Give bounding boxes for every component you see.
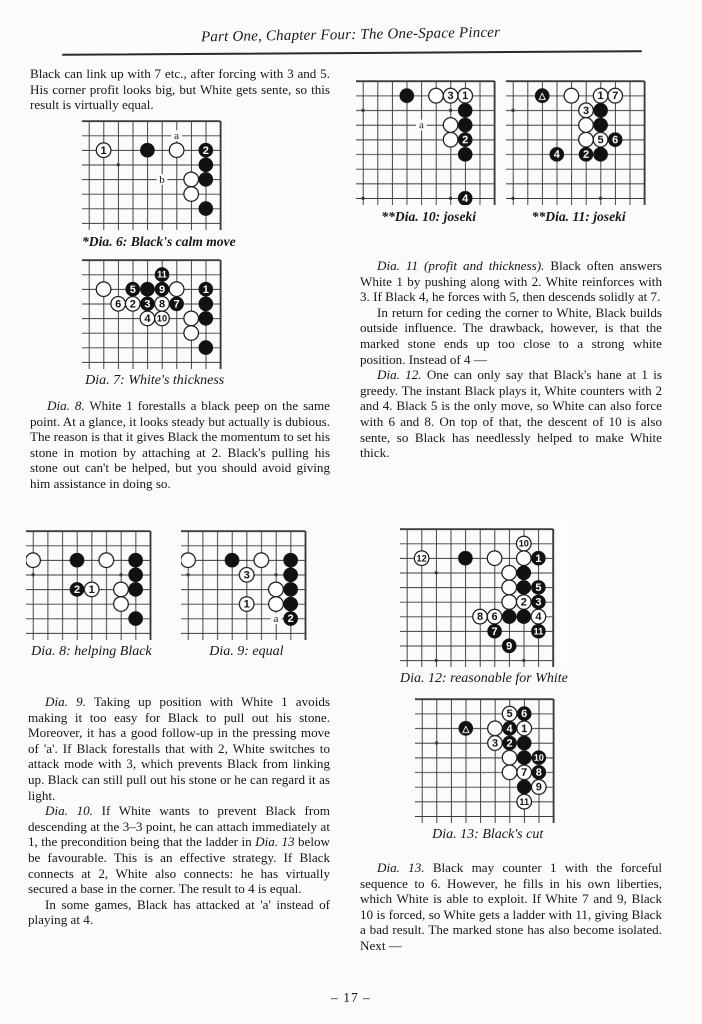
paragraph-text [28,694,330,803]
go-board-dia6 [82,114,236,230]
header-rule [62,50,642,56]
paragraph-lead-in: Dia. 13. [377,860,425,875]
page-number: – 17 – [331,990,371,1005]
go-board-dia12 [400,522,568,667]
paragraph-lead-in: Dia. 10. [45,803,93,819]
caption-dia6: *Dia. 6: Black's calm move [82,234,236,250]
paragraph-body: below be favourable. This is an effective strategy. If Black connects at 2, White also connects: he has virtually secured a base in the corner. The result to 4 is equal. [28,834,330,897]
caption-dia9: Dia. 9: equal [209,644,284,660]
right-column-dia11-paragraph [360,258,662,461]
paragraph-lead-in: Dia. 9. [45,694,86,709]
paragraph-body: If White wants to prevent Black from descending at the 3–3 point, he can attach immediately at 1, the precondition being that the ladder in [28,803,330,850]
paragraph-body: Black often answers White 1 by pushing along with 2. White reinforces with 3. If Black 4, he forces with 5, then descends solidly at 7. [360,258,662,305]
paragraph-lead-in: Dia. 12. [377,367,422,383]
go-board-dia10 [356,74,501,205]
paragraph-body: White 1 forestalls a black peep on the same point. At a glance, it looks steady but actually is dubious. The reason is that it gives Black the momentum to set his stone in motion by attaching at 2. Black's pulling his stone out can't be helped, but you should avoid giving him assistance in doing so. [30,398,331,491]
caption-dia11: **Dia. 11: joseki [531,208,626,224]
paragraph-lead-in: Dia. 11 (profit and thickness). [377,258,545,273]
paragraph-text [360,367,662,461]
diagram-dia11-wrap [506,74,651,225]
paragraph-text [360,860,662,954]
paragraph-body: Taking up position with White 1 avoids making it too easy for Black to pull out his stone. Moreover, it has a good follow-up in the pressing move of 'a'. If Black forestalls that with 2, White switches to attack mode with 3, which prevents Black from linking up. Black can still pull out his stone or he can regard it as light. [28,694,330,803]
diagram-dia13-wrap [415,692,560,843]
caption-dia13: Dia. 13: Black's cut [432,826,544,842]
paragraph-body: One can only say that Black's hane at 1 is greedy. The instant Black plays it, White counters with 2 and 4. Black 5 is the only move, so White can also force with 6 and 8. On top of that, the descent of 10 is also sente, so Black has needlessly helped to make White thick. [360,367,662,461]
diagram-dia9-wrap [181,524,312,660]
caption-dia8: Dia. 8: helping Black [31,644,152,660]
paragraph-body: Black may counter 1 with the forceful sequence to 6. However, he fills in his own liberties, which White is able to exploit. If White 7 and 9, Black 10 is forced, so White gets a ladder with 11, giving Black a bad result. The marked stone has also become isolated. Next — [360,860,662,953]
left-column-top-paragraph [30,66,330,113]
diagram-dia10-wrap [356,74,501,225]
right-column-dia13-paragraph [360,860,662,954]
paragraph-text: In some games, Black has attacked at 'a' instead of playing at 4. [28,896,330,928]
caption-dia7: Dia. 7: White's thickness [85,373,225,389]
left-column-dia8-paragraph [30,398,330,492]
diagram-dia6-wrap [82,114,236,250]
running-head [0,26,702,44]
go-board-dia11 [506,74,651,205]
diagram-dia7-wrap [82,253,227,389]
paragraph-text: In return for ceding the corner to White, Black builds outside influence. The drawback, however, is that the marked stone ends up too close to a strong white position. Instead of 4 — [360,304,662,367]
paragraph-cross-ref: Dia. 13 [255,834,295,850]
diagram-dia12-wrap [400,522,568,687]
paragraph-lead-in: Dia. 8. [47,398,85,413]
diagram-dia8-wrap [26,524,157,660]
go-board-dia13 [415,692,560,823]
paragraph-text [360,258,662,305]
go-board-dia7 [82,253,227,369]
left-column-dia9-paragraph [28,694,330,928]
paragraph-text: Black can link up with 7 etc., after forcing with 3 and 5. His corner profit looks big, but White gets sente, so this result is virtually equal. [30,66,330,113]
go-board-dia9 [181,524,312,640]
caption-dia10: **Dia. 10: joseki [381,208,477,224]
caption-dia12: Dia. 12: reasonable for White [400,671,568,687]
running-head-text: Part One, Chapter Four: The One-Space Pincer [201,24,501,46]
go-board-dia8 [26,524,157,640]
paragraph-text [30,398,330,492]
paragraph-text [28,803,330,897]
